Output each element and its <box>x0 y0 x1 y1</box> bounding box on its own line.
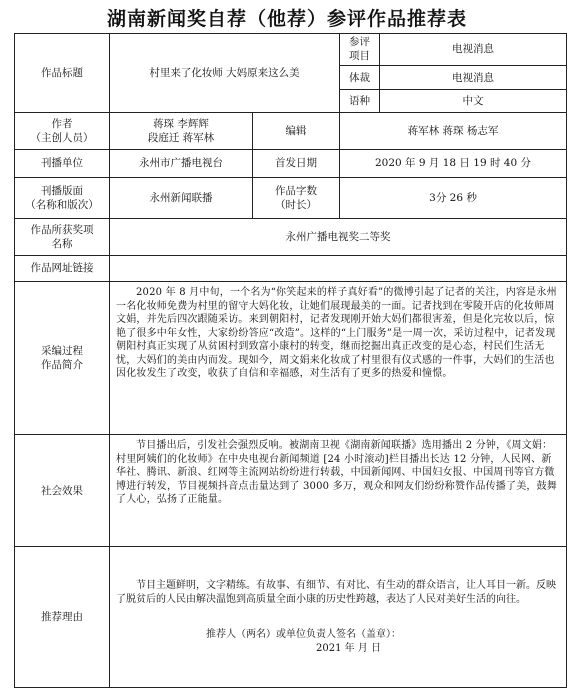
language-value: 中文 <box>380 90 567 112</box>
length-label: 作品字数 （时长） <box>253 178 340 219</box>
recommendation-form <box>14 33 567 688</box>
effect-text: 节目播出后，引发社会强烈反响。被湖南卫视《湖南新闻联播》选用播出 2 分钟，《周文娟：村里阿姨们的化妆师》在中央电视台新闻频道 [24 小时滚动]栏目播出长达 12 分钟，人民网、新华社、腾讯、新浪、红网等主流网站纷纷进行转载，中国新闻网、中国妇女报、中国周刊等官方微博进行转发，节目视频抖音点击量达到了 3000 多万，观众和网友们纷纷称赞作品传播了美，鼓舞了人心，弘扬了正能量。 <box>110 435 567 547</box>
process-label: 采编过程 作品简介 <box>15 282 110 435</box>
genre-value: 电视消息 <box>380 65 567 89</box>
broadcaster-label: 刊播单位 <box>15 149 110 178</box>
effect-label: 社会效果 <box>15 435 110 547</box>
signature-line: 推荐人（两名）或单位负责人签名（盖章）： <box>206 629 401 641</box>
url-value <box>110 255 567 282</box>
author-label: 作者 （主创人员） <box>15 112 110 149</box>
editor-label: 编辑 <box>253 112 340 149</box>
reason-cell <box>110 547 567 688</box>
first-date-value: 2020 年 9 月 18 日 19 时 40 分 <box>340 149 567 178</box>
awards-label: 作品所获奖项 名称 <box>15 218 110 255</box>
genre-label: 体裁 <box>340 65 380 89</box>
reason-text: 节目主题鲜明，文字精练。有故事、有细节、有对比、有生动的群众语言，让人耳目一新。反映了脱贫后的人民由解决温饱到高质量全面小康的历史性跨越，表达了人民对美好生活的向往。 <box>116 580 556 605</box>
category-label: 参评 项目 <box>340 34 380 66</box>
layout-value: 永州新闻联播 <box>110 178 253 219</box>
awards-value: 永州广播电视奖二等奖 <box>110 218 567 255</box>
url-label: 作品网址链接 <box>15 255 110 282</box>
broadcaster-value: 永州市广播电视台 <box>110 149 253 178</box>
layout-label: 刊播版面 （名称和版次） <box>15 178 110 219</box>
reason-label: 推荐理由 <box>15 547 110 688</box>
author-value: 蒋琛 李辉辉 段庭迁 蒋军林 <box>110 112 253 149</box>
language-label: 语种 <box>340 90 380 112</box>
date-line: 2021 年 月 日 <box>316 642 381 654</box>
first-date-label: 首发日期 <box>253 149 340 178</box>
length-value: 3分 26 秒 <box>340 178 567 219</box>
work-title-label: 作品标题 <box>15 34 110 113</box>
page-title: 湖南新闻奖自荐（他荐）参评作品推荐表 <box>106 8 467 30</box>
work-title-value: 村里来了化妆师 大妈原来这么美 <box>110 34 340 113</box>
editor-value: 蒋军林 蒋琛 杨志军 <box>340 112 567 149</box>
process-text: 2020 年 8 月中旬，一个名为“你笑起来的样子真好看”的微博引起了记者的关注，内容是永州一名化妆师免费为村里的留守大妈化妆，让她们展现最美的一面。记者找到在零陵开店的化妆师周文娟，并先后四次跟随采访。来到朝阳村，记者发现刚开始大妈们都很害羞，但是化完妆以后，惊艳了很多中年女性，大家纷纷答应“改造”。这样的“上门服务”是一周一次，采访过程中，记者发现朝阳村真正实现了从贫困村到致富小康村的转变，继而挖掘出真正改变的是心态，村民们生活无忧，大妈们的美由内而发。现如今，周文娟来化妆成了村里很有仪式感的一件事，大妈们的生活也因化妆发生了改变，收获了自信和幸福感，对生活有了更多的热爱和憧憬。 <box>110 282 567 435</box>
category-value: 电视消息 <box>380 34 567 66</box>
